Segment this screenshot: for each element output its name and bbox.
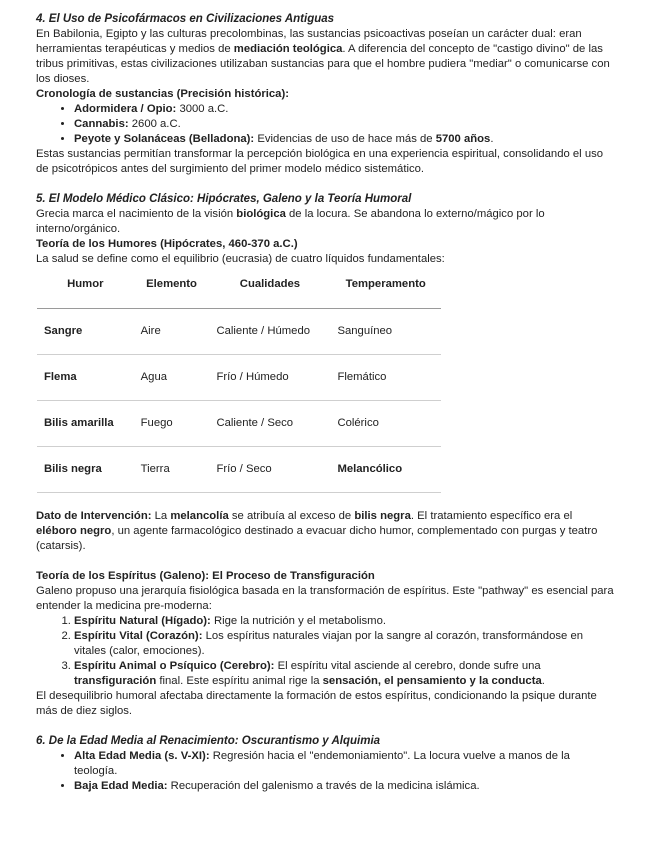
- table-row: [37, 355, 441, 401]
- text-run: Grecia marca el nacimiento de la visión: [36, 208, 237, 220]
- text-run: final. Este espíritu animal rige la: [156, 675, 323, 687]
- bold-run: melancolía: [170, 510, 229, 522]
- item-label: Adormidera / Opio:: [74, 103, 177, 115]
- item-label: Baja Edad Media:: [74, 780, 168, 792]
- table-cell: Flemático: [330, 355, 441, 401]
- column-header: Temperamento: [345, 278, 426, 290]
- text-run: , un agente farmacológico destinado a evacuar dicho humor, complementado con purgas y teatro (catarsis).: [36, 525, 598, 552]
- table-cell: Melancólico: [330, 447, 441, 493]
- chronology-title: Cronología de sustancias (Precisión histórica):: [36, 88, 289, 100]
- list-item: [74, 659, 616, 689]
- list-item: [74, 629, 616, 659]
- item-label: Peyote y Solanáceas (Belladona):: [74, 133, 255, 145]
- text-run: En Babilonia, Egipto y las culturas precolombinas, las sustancias psicoactivas poseían un carácter dual: eran herramientas terapéuticas y medios de: [36, 28, 582, 55]
- item-text: Evidencias de uso de hace más de: [254, 133, 436, 145]
- item-label: Espíritu Animal o Psíquico (Cerebro):: [74, 660, 275, 672]
- item-label: Espíritu Vital (Corazón):: [74, 630, 203, 642]
- bold-run: mediación teológica: [233, 43, 343, 55]
- document-page: [36, 12, 616, 794]
- middle-ages-list: [36, 749, 616, 794]
- section-4-closing: Estas sustancias permitían transformar la percepción biológica en una experiencia espiritual, consolidando el uso de psicotrópicos antes del surgimiento del primer modelo médico sistemático.: [36, 148, 604, 175]
- table-cell: Caliente / Seco: [209, 401, 330, 447]
- list-item: [74, 614, 616, 629]
- table-cell: Bilis amarilla: [37, 401, 134, 447]
- column-header: Elemento: [146, 278, 197, 290]
- item-label: Espíritu Natural (Hígado):: [74, 615, 211, 627]
- table-cell: Frío / Húmedo: [209, 355, 330, 401]
- table-cell: Frío / Seco: [209, 447, 330, 493]
- table-cell: Aire: [134, 309, 210, 355]
- item-text: Rige la nutrición y el metabolismo.: [210, 615, 387, 627]
- list-item: [74, 117, 616, 132]
- text-run: se atribuía al exceso de: [228, 510, 355, 522]
- text-run: . A diferencia del concepto de "castigo divino" de las tribus primitivas, estas civilizaciones utilizaban sustancias para que el hombre pudiera "mediar" o comunicarse con los dioses.: [36, 43, 610, 85]
- section-5-heading: 5. El Modelo Médico Clásico: Hipócrates, Galeno y la Teoría Humoral: [36, 193, 412, 205]
- table-row: [37, 401, 441, 447]
- table-cell: Colérico: [330, 401, 441, 447]
- intervention-note: [36, 509, 616, 554]
- column-header: Humor: [67, 278, 104, 290]
- bold-run: transfiguración: [74, 675, 157, 687]
- text-run: El espíritu vital asciende al cerebro, donde sufre una: [274, 660, 541, 672]
- table-cell: Fuego: [134, 401, 210, 447]
- text-run: .: [541, 675, 545, 687]
- table-row: [37, 309, 441, 355]
- table-cell: Sangre: [37, 309, 134, 355]
- galeno-intro: Galeno propuso una jerarquía fisiológica basada en la transformación de espíritus. Este "pathway" es esencial para entender la medicina pre-moderna:: [36, 585, 614, 612]
- humors-title: Teoría de los Humores (Hipócrates, 460-370 a.C.): [36, 238, 298, 250]
- table-cell: Agua: [134, 355, 210, 401]
- list-item: [74, 102, 616, 117]
- bold-run: biológica: [236, 208, 286, 220]
- table-header-row: [37, 274, 441, 309]
- item-text: Recuperación del galenismo a través de la medicina islámica.: [167, 780, 480, 792]
- item-text: Los espíritus naturales viajan por la sangre al corazón, transformándose en vitales (calor, emociones).: [74, 630, 584, 657]
- text-run: .: [490, 133, 494, 145]
- humors-intro: La salud se define como el equilibrio (eucrasia) de cuatro líquidos fundamentales:: [36, 253, 445, 265]
- section-4-heading: 4. El Uso de Psicofármacos en Civilizaciones Antiguas: [36, 13, 335, 25]
- item-label: Cannabis:: [74, 118, 129, 130]
- table-row: [37, 447, 441, 493]
- spirits-list: [36, 614, 616, 689]
- list-item: [74, 749, 616, 779]
- table-cell: Sanguíneo: [330, 309, 441, 355]
- text-run: de la locura. Se abandona lo externo/mágico por lo interno/orgánico.: [36, 208, 545, 235]
- section-6-heading: 6. De la Edad Media al Renacimiento: Oscurantismo y Alquimia: [36, 735, 381, 747]
- item-text: 3000 a.C.: [176, 103, 229, 115]
- table-cell: Caliente / Húmedo: [209, 309, 330, 355]
- bold-run: bilis negra: [354, 510, 411, 522]
- text-run: La: [151, 510, 171, 522]
- bold-run: sensación, el pensamiento y la conducta: [322, 675, 542, 687]
- humors-table: [37, 274, 441, 493]
- text-run: . El tratamiento específico era el: [410, 510, 573, 522]
- section-5-closing: El desequilibrio humoral afectaba directamente la formación de estos espíritus, condicionando la psique durante más de diez siglos.: [36, 690, 597, 717]
- table-cell: Flema: [37, 355, 134, 401]
- bold-run: eléboro negro: [36, 525, 112, 537]
- chronology-list: [36, 102, 616, 147]
- item-text: Regresión hacia el "endemoniamiento". La locura vuelve a manos de la teología.: [74, 750, 570, 777]
- item-text: 2600 a.C.: [128, 118, 181, 130]
- list-item: [74, 132, 616, 147]
- note-label: Dato de Intervención:: [36, 510, 152, 522]
- list-item: [74, 779, 616, 794]
- galeno-title: Teoría de los Espíritus (Galeno): El Proceso de Transfiguración: [36, 570, 375, 582]
- table-cell: Tierra: [134, 447, 210, 493]
- item-label: Alta Edad Media (s. V-XI):: [74, 750, 210, 762]
- column-header: Cualidades: [239, 278, 301, 290]
- section-5-intro: [36, 207, 616, 237]
- section-4-intro: [36, 27, 616, 87]
- table-cell: Bilis negra: [37, 447, 134, 493]
- bold-run: 5700 años: [435, 133, 491, 145]
